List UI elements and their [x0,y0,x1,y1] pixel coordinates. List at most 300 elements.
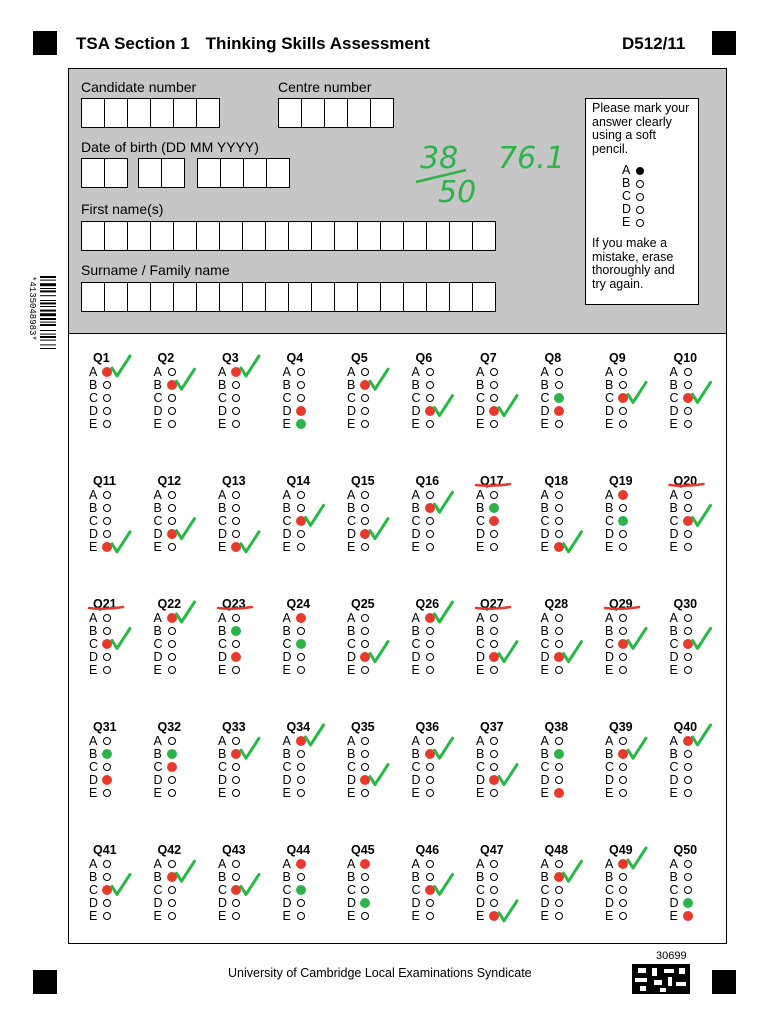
option-letter: B [282,623,291,638]
legend-letter: B [622,175,631,190]
option-letter: B [89,377,98,392]
option-letter: E [540,663,549,678]
option-letter: C [411,759,421,774]
question-label: Q20 [673,474,698,488]
question-label: Q25 [351,597,375,611]
option-letter: B [347,377,356,392]
option-letter: D [540,896,550,911]
option-letter: A [347,856,356,871]
tick-mark-icon [693,725,711,745]
option-letter: E [89,540,98,555]
option-letter: C [669,636,679,651]
option-letter: A [669,487,678,502]
question-label: Q39 [609,720,633,734]
question-label: Q47 [480,843,504,857]
dob-label: Date of birth (DD MM YYYY) [81,139,259,155]
option-letter: A [89,487,98,502]
option-letter: D [669,773,679,788]
option-letter: B [89,746,98,761]
option-letter: B [476,869,485,884]
option-letter: A [669,856,678,871]
option-letter: A [218,733,227,748]
surname-label: Surname / Family name [81,262,230,278]
option-letter: D [605,773,615,788]
option-letter: A [89,733,98,748]
option-letter: B [347,623,356,638]
option-letter: E [89,417,98,432]
option-letter: D [347,896,357,911]
tick-mark-icon [370,765,388,785]
question-label: Q2 [157,351,175,365]
option-letter: D [153,650,163,665]
option-letter: D [411,527,421,542]
option-letter: A [153,610,162,625]
option-letter: B [669,500,678,515]
legend-letter: A [622,162,631,177]
option-letter: C [153,636,163,651]
tick-mark-icon [241,532,259,552]
option-letter: A [218,856,227,871]
tick-mark-icon [435,602,453,622]
option-letter: D [411,650,421,665]
legend-letter: D [622,201,632,216]
option-letter: C [347,390,357,405]
tick-mark-icon [693,505,711,525]
underline-mark [670,484,704,486]
question-label: Q8 [544,351,562,365]
option-letter: C [218,513,228,528]
option-letter: D [476,527,486,542]
option-letter: E [218,417,227,432]
candidate-number-label: Candidate number [81,79,197,95]
option-letter: E [153,909,162,924]
option-letter: C [282,390,292,405]
option-letter: E [605,663,614,678]
option-letter: E [218,663,227,678]
option-letter: E [282,909,291,924]
option-letter: A [347,487,356,502]
option-letter: C [669,390,679,405]
tick-mark-icon [370,642,388,662]
option-letter: B [540,623,549,638]
tick-mark-icon [435,874,453,894]
option-letter: B [411,746,420,761]
option-letter: E [89,663,98,678]
option-letter: E [669,786,678,801]
option-letter: B [411,869,420,884]
option-letter: B [669,869,678,884]
question-label: Q27 [480,597,504,611]
underline-mark [476,607,510,609]
option-letter: E [282,786,291,801]
handwritten-score-bottom: 50 [438,175,477,210]
option-letter: B [282,500,291,515]
option-letter: B [282,869,291,884]
option-letter: A [605,856,614,871]
option-letter: E [282,540,291,555]
tick-mark-icon [628,848,646,868]
option-letter: E [540,540,549,555]
instructions-text-1: Please mark your answer clearly using a soft pencil. [592,101,690,156]
option-letter: B [347,500,356,515]
option-letter: C [89,636,99,651]
tick-mark-icon [177,861,195,881]
barcode-text: *4135048983* [27,276,37,341]
option-letter: D [153,896,163,911]
option-letter: D [89,650,99,665]
question-label: Q5 [351,351,368,365]
option-letter: D [411,404,421,419]
question-label: Q31 [93,720,117,734]
option-letter: C [411,513,421,528]
option-letter: D [89,404,99,419]
option-letter: C [218,390,228,405]
question-label: Q4 [286,351,304,365]
option-letter: B [282,377,291,392]
question-label: Q7 [480,351,497,365]
option-letter: D [540,773,550,788]
option-letter: A [89,364,98,379]
tick-mark-icon [370,519,388,539]
sheet-code-pattern [632,964,690,994]
option-letter: B [282,746,291,761]
option-letter: A [347,364,356,379]
option-letter: C [153,882,163,897]
option-letter: C [347,882,357,897]
option-letter: A [218,364,227,379]
legend-letter: C [622,188,632,203]
question-label: Q12 [157,474,182,488]
option-letter: A [89,856,98,871]
option-letter: C [153,513,163,528]
option-letter: D [89,527,99,542]
tick-mark-icon [499,765,517,785]
option-letter: B [347,746,356,761]
underline-mark [89,607,123,609]
option-letter: E [347,786,356,801]
underline-mark [218,607,252,609]
option-letter: A [218,487,227,502]
underline-mark [476,484,510,486]
question-label: Q19 [609,474,633,488]
option-letter: B [669,377,678,392]
tick-mark-icon [112,356,130,376]
option-letter: C [89,513,99,528]
option-letter: E [411,909,420,924]
tick-mark-icon [306,725,324,745]
option-letter: E [89,786,98,801]
option-letter: D [605,404,615,419]
question-label: Q50 [673,843,698,857]
question-label: Q30 [673,597,698,611]
option-letter: D [282,650,292,665]
question-label: Q49 [609,843,633,857]
option-letter: D [540,527,550,542]
option-letter: A [347,610,356,625]
option-letter: B [89,623,98,638]
option-letter: B [540,377,549,392]
question-label: Q32 [157,720,182,734]
option-letter: A [605,733,614,748]
question-label: Q44 [286,843,311,857]
option-letter: D [411,896,421,911]
option-letter: D [89,896,99,911]
question-label: Q26 [415,597,440,611]
option-letter: A [153,364,162,379]
option-letter: C [476,636,486,651]
handwritten-percent: 76.1 [498,141,565,176]
centre-number-label: Centre number [278,79,372,95]
option-letter: A [476,610,485,625]
option-letter: A [540,487,549,502]
option-letter: A [153,856,162,871]
sheet-title: TSA Section 1 Thinking Skills Assessment [76,34,430,53]
tick-mark-icon [306,505,324,525]
option-letter: A [411,487,420,502]
option-letter: D [669,650,679,665]
option-letter: B [218,623,227,638]
tick-mark-icon [564,861,582,881]
tick-mark-icon [112,628,130,648]
option-letter: E [153,540,162,555]
option-letter: A [540,733,549,748]
sheet-serial-number: 30699 [656,950,687,962]
option-letter: C [411,882,421,897]
question-label: Q40 [673,720,698,734]
first-name-label: First name(s) [81,201,164,217]
option-letter: E [89,909,98,924]
option-letter: B [476,377,485,392]
option-letter: C [476,390,486,405]
option-letter: A [669,610,678,625]
option-letter: D [347,650,357,665]
option-letter: A [411,610,420,625]
option-letter: B [153,377,162,392]
question-label: Q42 [157,843,182,857]
option-letter: A [282,487,291,502]
tick-mark-icon [628,628,646,648]
option-letter: E [411,786,420,801]
question-label: Q29 [609,597,633,611]
option-letter: B [605,377,614,392]
question-label: Q23 [222,597,246,611]
option-letter: E [669,663,678,678]
question-label: Q11 [93,474,116,488]
option-letter: E [605,417,614,432]
option-letter: C [605,513,615,528]
option-letter: B [218,746,227,761]
tick-mark-icon [241,738,259,758]
option-letter: D [605,527,615,542]
option-letter: C [540,636,550,651]
tick-mark-icon [499,642,517,662]
option-letter: E [540,786,549,801]
tick-mark-icon [112,874,130,894]
option-letter: E [347,663,356,678]
option-letter: A [669,733,678,748]
option-letter: A [540,610,549,625]
tick-mark-icon [628,382,646,402]
question-label: Q22 [157,597,182,611]
option-letter: B [218,377,227,392]
option-letter: E [153,786,162,801]
question-label: Q48 [544,843,569,857]
question-label: Q43 [222,843,246,857]
question-label: Q21 [93,597,117,611]
question-label: Q35 [351,720,375,734]
option-letter: C [282,882,292,897]
option-letter: D [347,404,357,419]
option-letter: C [669,759,679,774]
option-letter: A [476,487,485,502]
tick-mark-icon [693,628,711,648]
question-label: Q33 [222,720,246,734]
option-letter: C [411,390,421,405]
option-letter: D [153,773,163,788]
question-label: Q14 [286,474,311,488]
option-letter: A [411,733,420,748]
question-label: Q1 [93,351,110,365]
tick-mark-icon [499,901,517,921]
option-letter: D [282,896,292,911]
option-letter: D [282,404,292,419]
option-letter: D [605,650,615,665]
option-letter: D [669,404,679,419]
option-letter: D [540,404,550,419]
option-letter: E [347,417,356,432]
option-letter: C [218,759,228,774]
option-letter: D [540,650,550,665]
paper-code: D512/11 [622,34,686,53]
option-letter: E [669,540,678,555]
option-letter: D [347,773,357,788]
option-letter: B [89,500,98,515]
option-letter: D [669,527,679,542]
option-letter: A [476,733,485,748]
tick-mark-icon [177,602,195,622]
question-label: Q3 [222,351,239,365]
option-letter: D [218,896,228,911]
option-letter: B [347,869,356,884]
option-letter: A [282,610,291,625]
option-letter: C [669,882,679,897]
option-letter: A [605,487,614,502]
option-letter: C [605,759,615,774]
option-letter: C [347,759,357,774]
option-letter: D [89,773,99,788]
option-letter: D [153,527,163,542]
option-letter: B [218,500,227,515]
option-letter: C [540,513,550,528]
question-label: Q13 [222,474,246,488]
option-letter: C [282,636,292,651]
option-letter: A [218,610,227,625]
option-letter: E [476,663,485,678]
footer-syndicate: University of Cambridge Local Examinations Syndicate [228,966,532,980]
question-label: Q46 [415,843,440,857]
option-letter: E [669,909,678,924]
option-letter: C [89,882,99,897]
option-letter: A [153,487,162,502]
option-letter: B [89,869,98,884]
option-letter: E [282,417,291,432]
option-letter: B [153,623,162,638]
question-label: Q6 [415,351,433,365]
option-letter: B [476,623,485,638]
option-letter: B [540,746,549,761]
question-label: Q38 [544,720,569,734]
option-letter: D [218,773,228,788]
option-letter: E [218,909,227,924]
legend-letter: E [622,214,631,229]
option-letter: D [476,650,486,665]
tick-mark-icon [499,396,517,416]
tick-mark-icon [435,492,453,512]
option-letter: C [347,513,357,528]
option-letter: A [605,610,614,625]
instructions-text-2: If you make a mistake, erase thoroughly and try again. [592,236,675,291]
option-letter: C [347,636,357,651]
option-letter: B [669,746,678,761]
option-letter: A [153,733,162,748]
option-letter: E [476,540,485,555]
option-letter: C [476,882,486,897]
question-label: Q15 [351,474,375,488]
underline-mark [605,607,639,609]
tick-mark-icon [177,519,195,539]
option-letter: C [605,882,615,897]
option-letter: E [476,786,485,801]
option-letter: C [605,636,615,651]
option-letter: D [411,773,421,788]
option-letter: B [605,500,614,515]
option-letter: C [89,759,99,774]
option-letter: C [540,759,550,774]
option-letter: E [411,417,420,432]
option-letter: C [476,759,486,774]
option-letter: D [218,650,228,665]
option-letter: E [411,540,420,555]
option-letter: D [218,527,228,542]
option-letter: D [153,404,163,419]
option-letter: E [669,417,678,432]
option-letter: C [540,390,550,405]
option-letter: C [89,390,99,405]
option-letter: D [605,896,615,911]
question-label: Q18 [544,474,569,488]
tick-mark-icon [177,369,195,389]
question-label: Q37 [480,720,504,734]
tick-mark-icon [435,738,453,758]
option-letter: C [153,759,163,774]
tick-mark-icon [628,738,646,758]
option-letter: C [411,636,421,651]
option-letter: D [476,773,486,788]
option-letter: A [540,364,549,379]
question-label: Q45 [351,843,375,857]
option-letter: A [476,364,485,379]
option-letter: A [282,733,291,748]
option-letter: D [476,896,486,911]
question-label: Q24 [286,597,311,611]
option-letter: E [540,417,549,432]
option-letter: C [605,390,615,405]
option-letter: B [153,500,162,515]
option-letter: E [476,909,485,924]
option-letter: E [605,540,614,555]
question-label: Q41 [93,843,117,857]
option-letter: A [605,364,614,379]
